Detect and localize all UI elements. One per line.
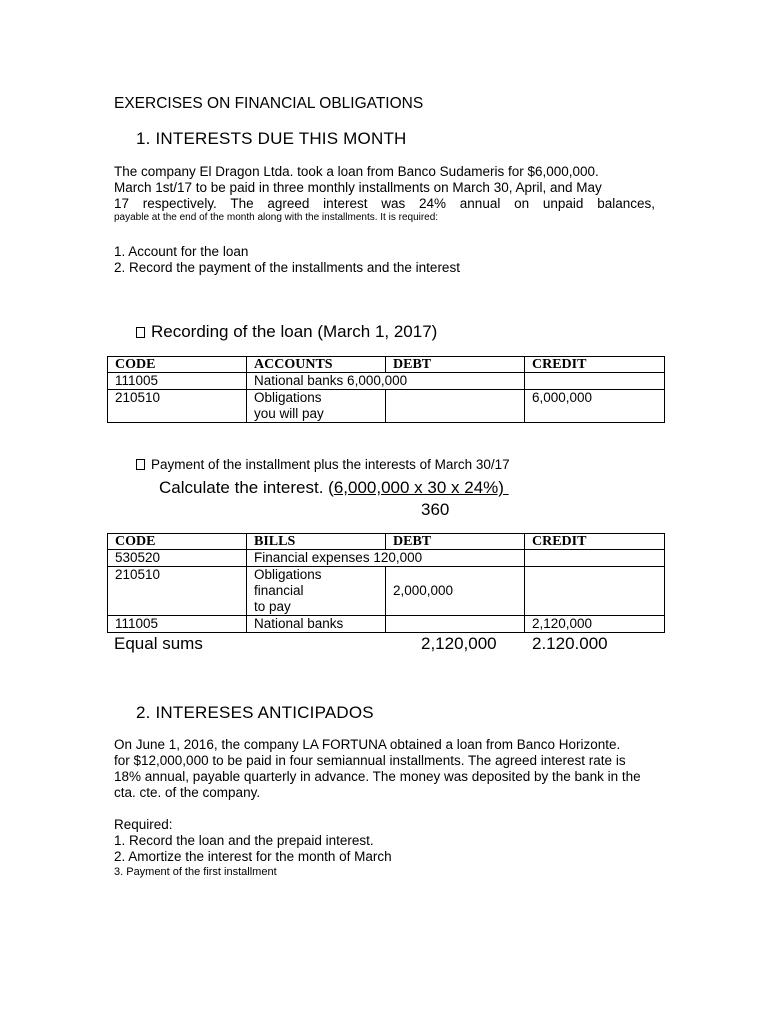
code-cell: 210510 bbox=[108, 567, 247, 616]
list-item: 1. Record the loan and the prepaid interest. bbox=[114, 833, 374, 848]
table-row bbox=[108, 373, 665, 390]
paragraph-line: 17 respectively. The agreed interest was 24% annual on unpaid balances, bbox=[114, 196, 655, 211]
column-header: CODE bbox=[108, 357, 247, 373]
paragraph-line: The company El Dragon Ltda. took a loan from Banco Sudameris for $6,000,000. bbox=[114, 164, 599, 179]
list-item: 3. Payment of the first installment bbox=[114, 866, 277, 878]
debt-cell: 2,000,000 bbox=[386, 567, 525, 616]
paragraph-line: 18% annual, payable quarterly in advance. The money was deposited by the bank in the bbox=[114, 769, 641, 784]
paragraph-line: On June 1, 2016, the company LA FORTUNA obtained a loan from Banco Horizonte. bbox=[114, 737, 621, 752]
payment-heading bbox=[136, 457, 510, 472]
calc-label: Calculate the interest. ( bbox=[159, 478, 334, 497]
credit-cell: 6,000,000 bbox=[525, 390, 665, 423]
credit-cell bbox=[525, 373, 665, 390]
table-row bbox=[108, 550, 665, 567]
code-cell: 210510 bbox=[108, 390, 247, 423]
list-item: 2. Record the payment of the installments and the interest bbox=[114, 260, 460, 275]
column-header: ACCOUNTS bbox=[247, 357, 386, 373]
calc-formula: 6,000,000 x 30 x 24%) bbox=[333, 478, 509, 497]
account-cell: Financial expenses 120,000 bbox=[247, 550, 525, 567]
table-header-row bbox=[108, 357, 665, 373]
equal-sums-debt: 2,120,000 bbox=[421, 634, 497, 653]
section-1-paragraph bbox=[114, 164, 655, 212]
debt-cell bbox=[386, 616, 525, 633]
column-header: CREDIT bbox=[525, 534, 665, 550]
code-cell: 111005 bbox=[108, 373, 247, 390]
account-cell: National banks 6,000,000 bbox=[247, 373, 525, 390]
recording-heading-text: Recording of the loan (March 1, 2017) bbox=[151, 322, 438, 341]
account-cell: National banks bbox=[247, 616, 386, 633]
column-header: BILLS bbox=[247, 534, 386, 550]
column-header: DEBT bbox=[386, 357, 525, 373]
section-2-paragraph bbox=[114, 737, 674, 801]
column-header: CODE bbox=[108, 534, 247, 550]
interest-calculation bbox=[159, 478, 509, 498]
section-1-paragraph-small: payable at the end of the month along with the installments. It is required: bbox=[114, 212, 439, 223]
column-header: DEBT bbox=[386, 534, 525, 550]
paragraph-line: for $12,000,000 to be paid in four semiannual installments. The agreed interest rate is bbox=[114, 753, 626, 768]
section-1-heading: 1. INTERESTS DUE THIS MONTH bbox=[136, 129, 407, 148]
section-2-heading: 2. INTERESES ANTICIPADOS bbox=[136, 703, 374, 722]
calc-denominator: 360 bbox=[421, 500, 450, 519]
missing-glyph-icon bbox=[136, 459, 145, 470]
column-header: CREDIT bbox=[525, 357, 665, 373]
account-cell: Obligations you will pay bbox=[247, 390, 386, 423]
code-cell: 111005 bbox=[108, 616, 247, 633]
credit-cell bbox=[525, 550, 665, 567]
credit-cell: 2,120,000 bbox=[525, 616, 665, 633]
table-row bbox=[108, 616, 665, 633]
recording-heading bbox=[136, 322, 437, 342]
document-title: EXERCISES ON FINANCIAL OBLIGATIONS bbox=[114, 95, 424, 112]
loan-recording-table bbox=[107, 356, 665, 423]
code-cell: 530520 bbox=[108, 550, 247, 567]
payment-heading-text: Payment of the installment plus the interests of March 30/17 bbox=[151, 457, 510, 472]
table-row bbox=[108, 567, 665, 616]
missing-glyph-icon bbox=[136, 327, 145, 338]
installment-payment-table bbox=[107, 533, 665, 633]
paragraph-line: cta. cte. of the company. bbox=[114, 785, 261, 800]
paragraph-line: March 1st/17 to be paid in three monthly installments on March 30, April, and May bbox=[114, 180, 602, 195]
required-label: Required: bbox=[114, 817, 173, 832]
table-header-row bbox=[108, 534, 665, 550]
table-row bbox=[108, 390, 665, 423]
account-cell: Obligations financial to pay bbox=[247, 567, 386, 616]
equal-sums-credit: 2.120.000 bbox=[532, 634, 608, 653]
list-item: 2. Amortize the interest for the month of March bbox=[114, 849, 392, 864]
list-item: 1. Account for the loan bbox=[114, 244, 249, 259]
equal-sums-label: Equal sums bbox=[114, 634, 203, 653]
debt-cell bbox=[386, 390, 525, 423]
credit-cell bbox=[525, 567, 665, 616]
